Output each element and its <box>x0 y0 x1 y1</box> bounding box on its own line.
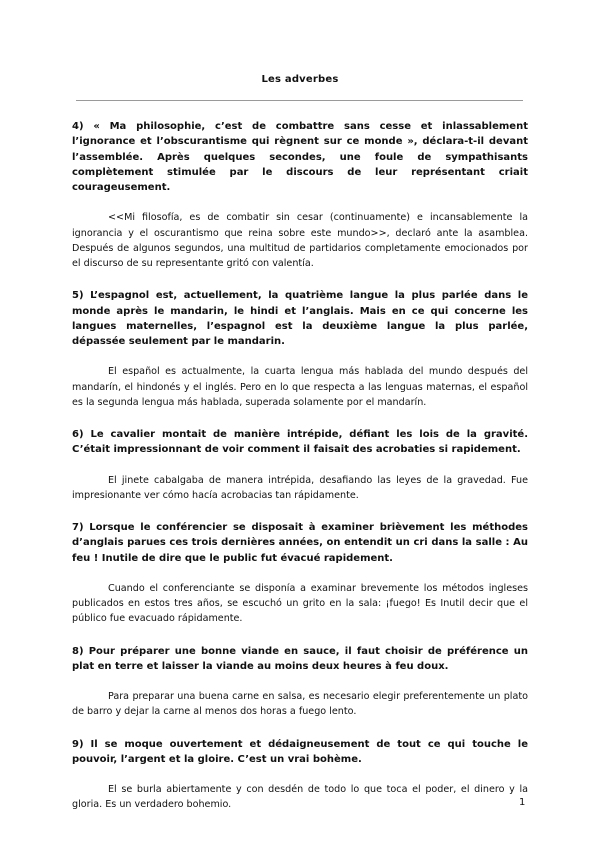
exercise-item <box>72 427 528 503</box>
french-sentence: 5) L’espagnol est, actuellement, la quatrième langue la plus parlée dans le monde après le mandarin, le hindi et l’anglais. Mais en ce qui concerne les langues maternelles, l’espagnol est la deuxième langue la plus parlée, dépassée seulement par le mandarin. <box>72 290 528 348</box>
french-sentence: 8) Pour préparer une bonne viande en sauce, il faut choisir de préférence un plat en terre et laisser la viande au moins deux heures à feu doux. <box>72 645 528 672</box>
exercise-item <box>72 288 528 410</box>
exercise-item <box>72 737 528 813</box>
spanish-translation: El jinete cabalgaba de manera intrépida, desafiando las leyes de la gravedad. Fue impresionante ver cómo hacía acrobacias tan rápidamente. <box>72 474 528 501</box>
spanish-translation: Cuando el conferenciante se disponía a examinar brevemente los métodos ingleses publicados en estos tres años, se escuchó un grito en la sala: ¡fuego! Es Inutil decir que el público fue evacuado rápidamente. <box>72 582 528 625</box>
french-sentence: 7) Lorsque le conférencier se disposait à examiner brièvement les méthodes d’anglais parues ces trois dernières années, on entendit un cri dans la salle : Au feu ! Inutile de dire que le public fut évacué rapidement. <box>72 522 528 564</box>
spanish-translation: El español es actualmente, la cuarta lengua más hablada del mundo después del mandarín, el hindonés y el inglés. Pero en lo que respecta a las lenguas maternas, el español es la segunda lengua más hablada, superada solamente por el mandarín. <box>72 366 528 408</box>
page-title: Les adverbes <box>261 74 339 85</box>
french-sentence: 4) « Ma philosophie, c’est de combattre sans cesse et inlassablement l’ignorance et l’obscurantisme qui règnent sur ce monde », déclara-t-il devant l’assemblée. Après quelques secondes, une foule de sympathisants complètement stimulée par le discours de leur représentant criait courageusement. <box>72 121 528 194</box>
french-sentence: 6) Le cavalier montait de manière intrépide, défiant les lois de la gravité. C’était impressionnant de voir comment il faisait des acrobaties si rapidement. <box>72 429 528 456</box>
spanish-translation: El se burla abiertamente y con desdén de todo lo que toca el poder, el dinero y la gloria. Es un verdadero bohemio. <box>72 784 528 811</box>
exercise-item <box>72 644 528 720</box>
spanish-translation: <<Mi filosofía, es de combatir sin cesar (continuamente) e incansablemente la ignorancia y el oscurantismo que reina sobre este mundo>>, declaró ante la asamblea. Después de algunos segundos, una multitud de partidarios completamente emocionados por el discurso de su representante gritó con valentía. <box>72 212 528 270</box>
spanish-translation: Para preparar una buena carne en salsa, es necesario elegir preferentemente un plato de barro y dejar la carne al menos dos horas a fuego lento. <box>72 691 528 718</box>
exercise-item <box>72 119 528 271</box>
page-number: 1 <box>519 797 526 808</box>
exercise-item <box>72 520 528 627</box>
document-body <box>72 119 528 830</box>
title-divider <box>76 100 523 101</box>
french-sentence: 9) Il se moque ouvertement et dédaigneusement de tout ce qui touche le pouvoir, l’argent et la gloire. C’est un vrai bohème. <box>72 738 528 765</box>
